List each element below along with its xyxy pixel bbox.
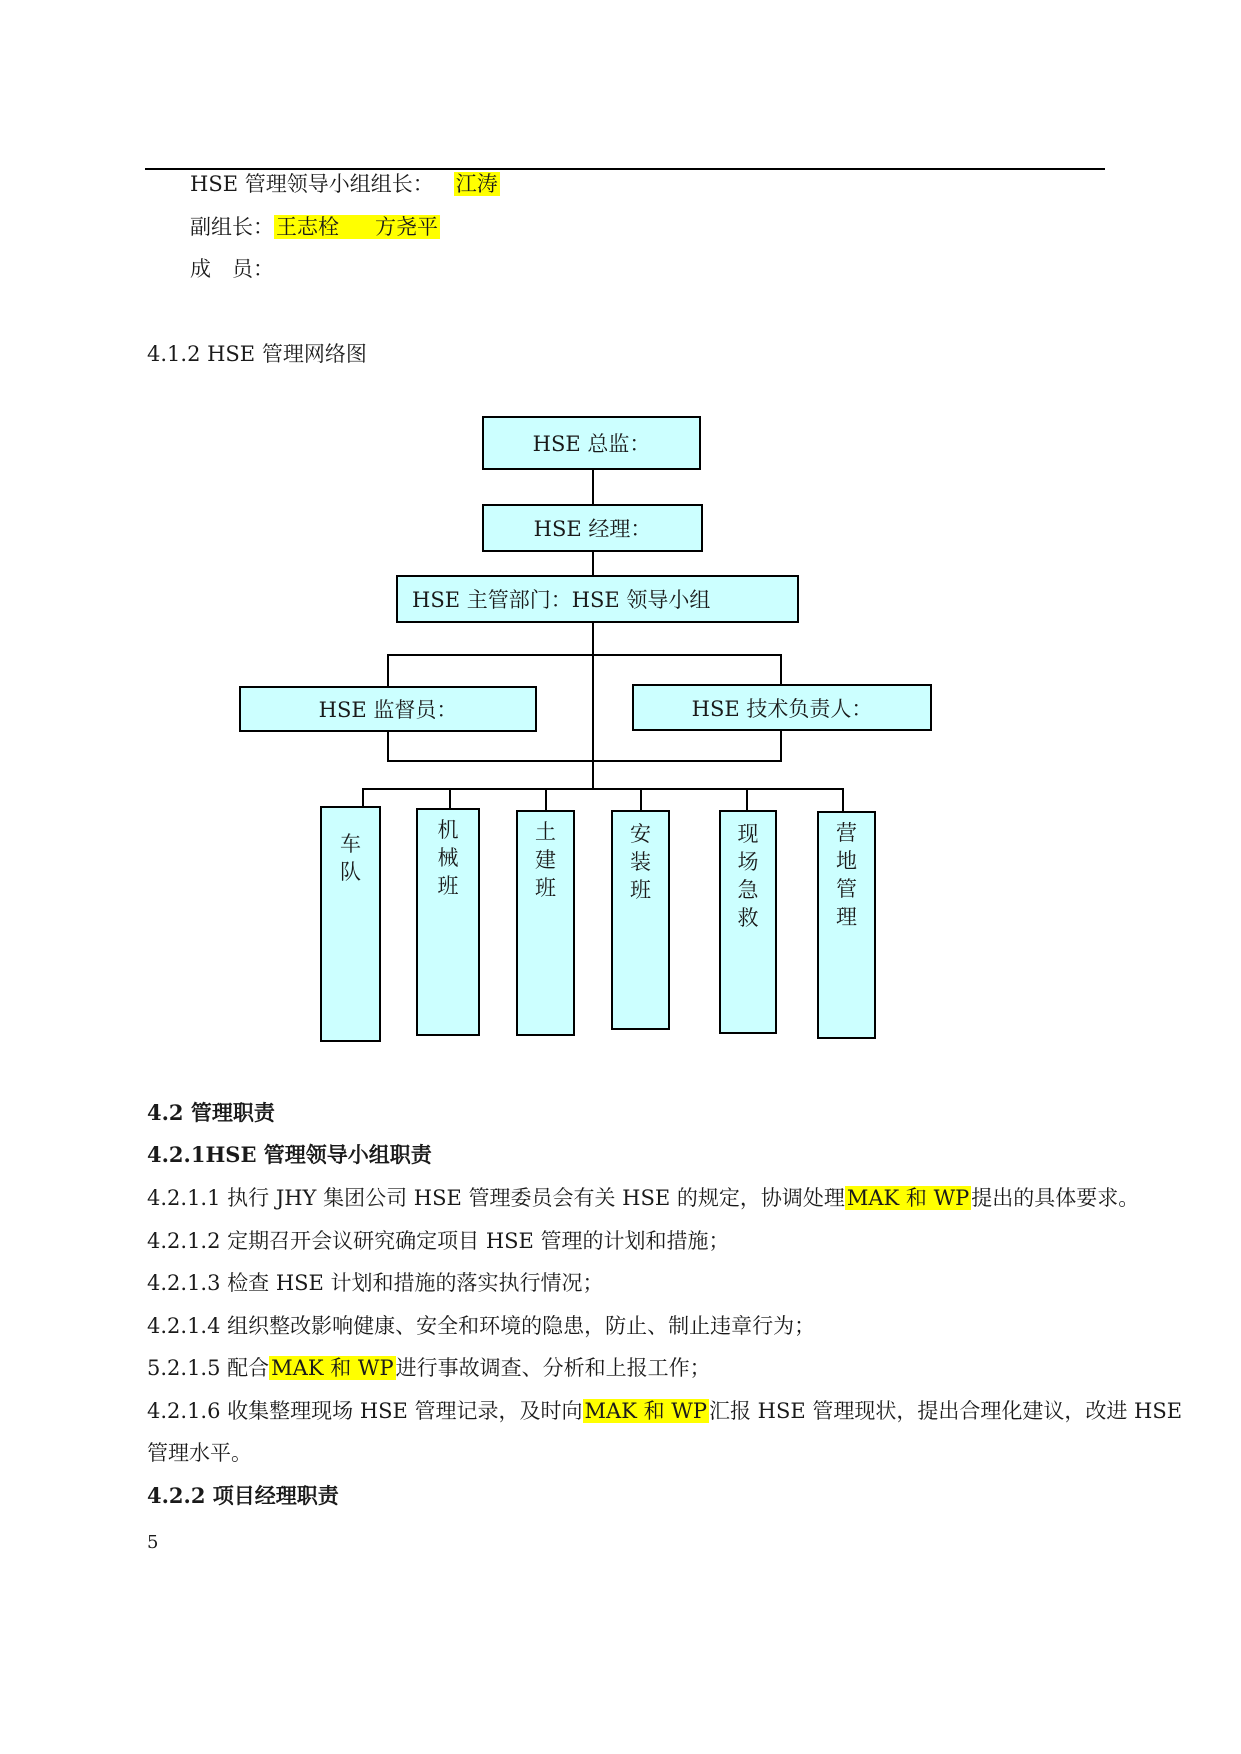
box-hse-director: HSE 总监： <box>482 416 701 470</box>
leader-name: 江涛 <box>455 172 498 196</box>
deputy-line <box>190 213 440 241</box>
connector-team-4 <box>640 788 642 810</box>
box-hse-dept: HSE 主管部门：HSE 领导小组 <box>396 575 799 623</box>
item-4-2-1-3: 4.2.1.3 检查 HSE 计划和措施的落实执行情况； <box>147 1271 604 1295</box>
connector-trunk <box>592 623 594 790</box>
page-number: 5 <box>147 1532 159 1553</box>
connector-team-5 <box>746 788 748 812</box>
connector-team-1 <box>362 788 364 808</box>
connector-team-6 <box>842 788 844 812</box>
leader-line <box>190 170 500 198</box>
item-4-2-1-1: 4.2.1.1 执行 JHY 集团公司 HSE 管理委员会有关 HSE 的规定，协调处理MAK 和 WP提出的具体要求。 <box>147 1186 1140 1210</box>
connector-mgr <box>592 552 594 576</box>
connector-team-2 <box>449 788 451 810</box>
leader-label: HSE 管理领导小组组长： <box>190 172 434 196</box>
connector-left-up <box>387 654 389 686</box>
section-412-title: 4.1.2 HSE 管理网络图 <box>147 342 367 366</box>
members-label: 成 员： <box>190 257 274 281</box>
team-box-first-aid: 现 场 急 救 <box>719 810 777 1034</box>
connector-top <box>592 470 594 505</box>
team-box-installation: 安 装 班 <box>611 810 670 1030</box>
item-4-2-1-6-cont: 管理水平。 <box>147 1441 252 1465</box>
box-hse-supervisor: HSE 监督员： <box>239 686 537 732</box>
team-box-fleet: 车 队 <box>320 806 381 1042</box>
deputy-label: 副组长： <box>190 215 274 239</box>
team-box-camp: 营 地 管 理 <box>817 811 876 1039</box>
item-5-2-1-5: 5.2.1.5 配合MAK 和 WP进行事故调查、分析和上报工作； <box>147 1356 711 1380</box>
connector-right-down <box>780 731 782 761</box>
connector-branch-top <box>387 654 782 656</box>
connector-right-up <box>780 654 782 684</box>
item-4-2-1-6: 4.2.1.6 收集整理现场 HSE 管理记录，及时向MAK 和 WP汇报 HSE 管理现状，提出合理化建议，改进 HSE <box>147 1399 1183 1423</box>
box-hse-manager: HSE 经理： <box>482 504 703 552</box>
connector-team-3 <box>545 788 547 810</box>
box-hse-tech: HSE 技术负责人： <box>632 684 932 731</box>
highlight-mak-wp-3: MAK 和 WP <box>584 1399 707 1423</box>
section-422-title: 4.2.2 项目经理职责 <box>147 1483 339 1508</box>
deputy-names: 王志栓 方尧平 <box>276 215 438 239</box>
section-42-title: 4.2 管理职责 <box>147 1100 275 1125</box>
highlight-mak-wp-2: MAK 和 WP <box>271 1356 394 1380</box>
connector-left-down <box>387 730 389 761</box>
highlight-mak-wp-1: MAK 和 WP <box>846 1186 970 1210</box>
item-4-2-1-2: 4.2.1.2 定期召开会议研究确定项目 HSE 管理的计划和措施； <box>147 1229 730 1253</box>
team-box-civil: 土 建 班 <box>516 810 575 1036</box>
team-box-machinery: 机 械 班 <box>416 808 480 1036</box>
section-421-title: 4.2.1HSE 管理领导小组职责 <box>147 1142 432 1167</box>
connector-branch-bottom <box>387 760 782 762</box>
item-4-2-1-4: 4.2.1.4 组织整改影响健康、安全和环境的隐患，防止、制止违章行为； <box>147 1314 816 1338</box>
connector-teams-bar <box>362 788 843 790</box>
